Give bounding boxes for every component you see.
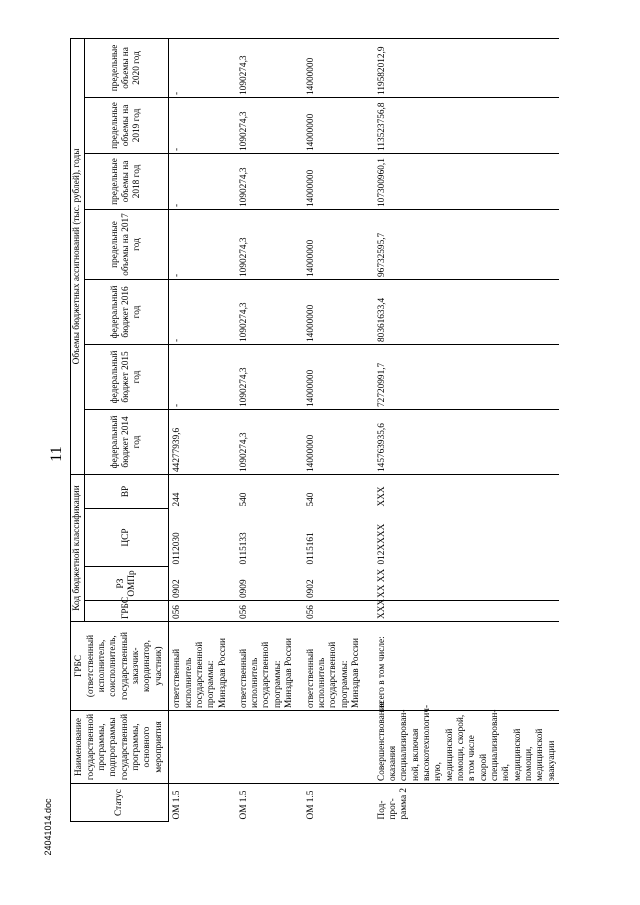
cell-2018: 14000000 — [303, 153, 374, 209]
page-number: 11 — [48, 446, 65, 462]
cell-grbs-code: 056 — [169, 601, 236, 622]
cell-2015: 14000000 — [303, 344, 374, 409]
cell-2014: 14000000 — [303, 409, 374, 474]
cell-name — [236, 711, 303, 784]
cell-vr: 540 — [305, 492, 316, 507]
cell-2020: 1090274,3 — [236, 38, 303, 97]
table-row — [374, 38, 559, 821]
header-volume-group: Объемы бюджетных ассигнований (тыс. рублей), годы — [71, 38, 85, 474]
cell-vr: 244 — [172, 492, 183, 507]
cell-2020: 119582012,9 — [374, 38, 559, 97]
cell-2015: 72720991,7 — [374, 344, 559, 409]
cell-2014: 1090274,3 — [236, 409, 303, 474]
cell-2017: 96732595,7 — [374, 209, 559, 279]
cell-grbs: ответственный исполнитель государственной программы: Минздрав России — [172, 638, 228, 708]
cell-csr: 0112030 — [172, 532, 183, 565]
cell-grbs: ответственный исполнитель государственной программы: Минздрав России — [305, 638, 362, 708]
cell-grbs: всего в том числе: — [376, 636, 387, 708]
cell-2015: 1090274,3 — [236, 344, 303, 409]
cell-2019: - — [169, 97, 236, 153]
cell-2020: - — [169, 38, 236, 97]
cell-2017: 14000000 — [303, 209, 374, 279]
cell-2017: - — [169, 209, 236, 279]
cell-2015: - — [169, 344, 236, 409]
cell-grbs: ответственный исполнитель государственной программы: Минздрав России — [238, 638, 295, 708]
cell-rz: 0909 — [238, 579, 249, 598]
cell-2018: 107300960,1 — [374, 153, 559, 209]
cell-status: ОМ 1.5 — [172, 790, 183, 820]
cell-2016: 80361633,4 — [374, 279, 559, 344]
cell-2019: 1090274,3 — [236, 97, 303, 153]
header-csr: ЦСР — [85, 509, 169, 567]
cell-status: ОМ 1.5 — [238, 790, 249, 820]
cell-2014: 44277939,6 — [169, 409, 236, 474]
cell-rz: 0902 — [305, 579, 316, 598]
cell-2019: 113523756,8 — [374, 97, 559, 153]
cell-2016: 1090274,3 — [236, 279, 303, 344]
cell-2016: - — [169, 279, 236, 344]
cell-2017: 1090274,3 — [236, 209, 303, 279]
header-2020: предельные объемы на 2020 год — [85, 38, 169, 97]
cell-rz: XX XX — [376, 568, 387, 598]
header-2016: федеральный бюджет 2016 год — [85, 279, 169, 344]
header-grbs: ГРБС (ответственный исполнитель, соисполнитель, государственный заказчик-координатор, участник) — [71, 622, 169, 711]
cell-vr: 540 — [238, 492, 249, 507]
cell-2016: 14000000 — [303, 279, 374, 344]
header-2015: федеральный бюджет 2015 год — [85, 344, 169, 409]
cell-2018: - — [169, 153, 236, 209]
cell-grbs-code: 056 — [303, 601, 374, 622]
cell-csr: 0115133 — [238, 532, 249, 565]
header-name: Наименование государственной программы, подпрограммы государственной программы, основного мероприятия — [71, 711, 169, 784]
header-2017: предельные объемы на 2017 год — [85, 209, 169, 279]
cell-2018: 1090274,3 — [236, 153, 303, 209]
table-row — [169, 38, 236, 821]
header-vr: ВР — [85, 474, 169, 508]
header-code-group: Код бюджетной классификации — [71, 474, 85, 621]
cell-status: Под- прог- рамма 2 — [376, 787, 410, 820]
cell-2020: 14000000 — [303, 38, 374, 97]
cell-name: Совершенствование оказания специализирован- ной, включая высокотехнологич- ную, медицинской помощи, скорой, в том числе скорой специализирован- ной, медицинской помощи, медицинской эвакуации — [374, 711, 559, 784]
rotated-table-container — [70, 39, 635, 822]
cell-grbs-code: XXX — [374, 601, 559, 622]
table-row — [236, 38, 303, 821]
header-2014: федеральный бюджет 2014 год — [85, 409, 169, 474]
header-status: Статус — [71, 784, 169, 822]
document-footer: 24041014.doc — [43, 798, 53, 856]
cell-2019: 14000000 — [303, 97, 374, 153]
header-2018: предельные объемы на 2018 год — [85, 153, 169, 209]
cell-rz: 0902 — [172, 579, 183, 598]
budget-allocation-table — [70, 38, 559, 822]
cell-name — [169, 711, 236, 784]
table-row — [303, 38, 374, 821]
cell-grbs-code: 056 — [236, 601, 303, 622]
cell-vr: XXX — [376, 486, 387, 507]
cell-2014: 145763935,6 — [374, 409, 559, 474]
header-2019: предельные объемы на 2019 год — [85, 97, 169, 153]
header-rz: РЗ ОМПр — [85, 567, 169, 601]
cell-name — [303, 711, 374, 784]
cell-csr: 0115161 — [305, 532, 316, 565]
cell-csr: 012XXXX — [376, 523, 387, 565]
header-grbs-code: ГРБС — [85, 601, 169, 622]
cell-status: ОМ 1.5 — [305, 790, 316, 820]
